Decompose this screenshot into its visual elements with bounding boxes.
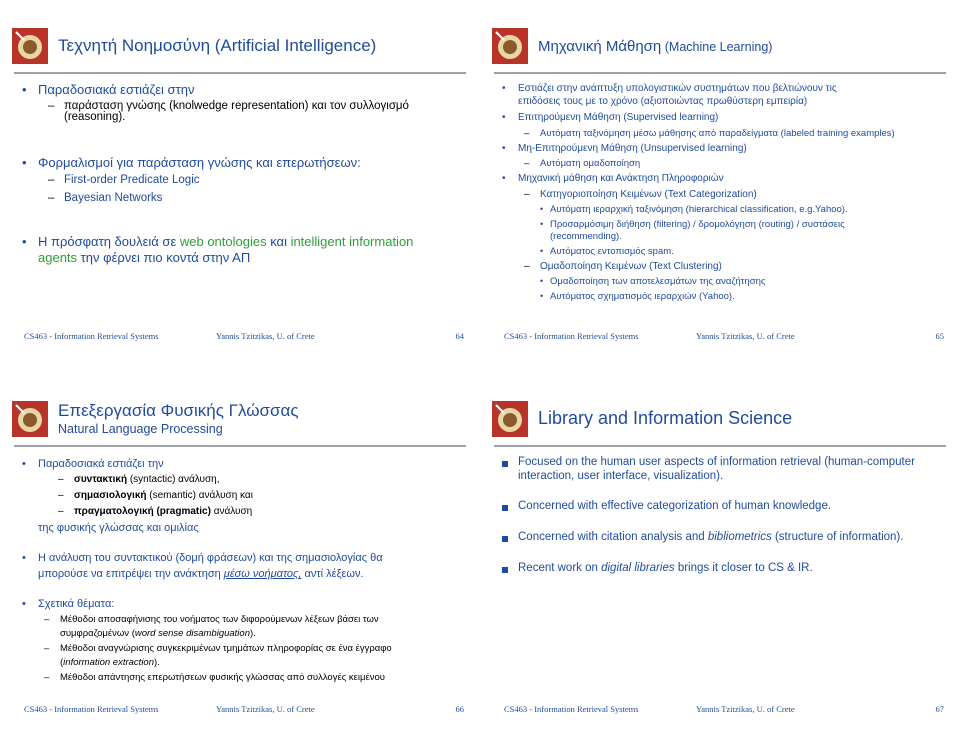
- bullet-3-sub-2-pre: (: [60, 657, 64, 668]
- bullet-3-line-2: [38, 250, 476, 265]
- footer-course: CS463 - Information Retrieval Systems: [24, 331, 159, 341]
- bullet-3-sub-1-line-1: – Μέθοδοι αποσαφήνισης του νοήματος των διφορούμενων λέξεων βάσει των: [60, 613, 498, 627]
- bullet-4-sub-2: – Ομαδοποίηση Κειμένων (Text Clustering): [540, 260, 960, 273]
- bullet-3-sub-2-post: ).: [154, 657, 160, 668]
- bullet-4-sub-1-item-2-line-2: (recommending).: [550, 231, 622, 242]
- footer-course: CS463 - Information Retrieval Systems: [504, 331, 639, 341]
- bullet-1-sub-2: [74, 489, 512, 503]
- bullet-3-italic: bibliometrics: [707, 531, 772, 543]
- bullet-4-sub-2-item-1: • Ομαδοποίηση των αποτελεσμάτων της αναζήτησης: [550, 275, 960, 288]
- bullet-4-sub-2-item-2: • Αυτόματος σχηματισμός ιεραρχιών (Yahoo).: [550, 290, 960, 303]
- slide-64: [0, 0, 480, 373]
- bullet-1-sub-3-bold: πραγματολογική (pragmatic): [74, 506, 211, 517]
- bullet-3-sub-1-pre: συμφραζομένων (: [60, 628, 135, 639]
- footer-course: CS463 - Information Retrieval Systems: [24, 704, 159, 714]
- bullet-3-sub-1-post: ).: [249, 628, 256, 639]
- slide-67: [480, 373, 960, 746]
- bullet-3-sub-1-italic: word sense disambiguation: [134, 628, 250, 639]
- bullet-4-italic: digital libraries: [601, 562, 675, 574]
- bullet-2-sub: – Αυτόματη ταξινόμηση μέσω μάθησης από παραδείγματα (labeled training examples): [540, 127, 960, 140]
- title-rule: [14, 445, 466, 447]
- bullet-2-line-1: • Η ανάλυση του συντακτικού (δομή φράσεων) και της σημασιολογίας θα: [38, 551, 476, 565]
- bullet-3-post: την φέρνει πιο κοντά στην ΑΠ: [77, 250, 251, 265]
- bullet-1-sub-1-bold: συντακτική: [74, 474, 128, 485]
- bullet-2-sub-2: – Bayesian Networks: [64, 192, 502, 204]
- slide-subtitle: Natural Language Processing: [58, 422, 223, 436]
- bullet-1-sub-1-rest: (syntactic) ανάλυση,: [127, 474, 220, 485]
- bullet-3-pre: Η πρόσφατη δουλειά σε: [38, 234, 180, 249]
- bullet-1-line-2: επιδόσεις τους με το χρόνο (αξιοποιώντας πρωθύστερη εμπειρία): [518, 96, 808, 107]
- bullet-2-pre: μπορούσε να επιτρέψει την ανάκτηση: [38, 568, 224, 580]
- bullet-1-sub-2-rest: (semantic) ανάλυση και: [146, 490, 253, 501]
- bullet-2-underlined: μέσω νοήματος,: [223, 568, 302, 580]
- bullet-1: • Παραδοσιακά εστιάζει στην: [38, 82, 476, 97]
- footer-author: Yannis Tzitzikas, U. of Crete: [216, 331, 315, 341]
- page-number: 67: [935, 704, 944, 714]
- bullet-1-line-1: Focused on the human user aspects of information retrieval (human-computer: [518, 455, 956, 469]
- bullet-3-post: (structure of information).: [771, 531, 904, 543]
- bullet-3-sub-2-italic: information extraction: [63, 657, 154, 668]
- bullet-3-sub: – Αυτόματη ομαδοποίηση: [540, 157, 960, 170]
- university-logo-icon: [10, 399, 50, 439]
- footer-author: Yannis Tzitzikas, U. of Crete: [696, 704, 795, 714]
- university-logo-icon: [490, 26, 530, 66]
- bullet-1-sub-1: – παράσταση γνώσης (knolwedge representation) και τον συλλογισμό: [64, 100, 502, 112]
- bullet-4-sub-1-item-2: • Προσαρμόσιμη διήθηση (filtering) / δρομολόγηση (routing) / συστάσεις: [550, 218, 960, 231]
- bullet-2: • Επιτηρούμενη Μάθηση (Supervised learning): [518, 111, 956, 124]
- slide-title: Library and Information Science: [538, 408, 793, 428]
- bullet-2-post: αντί λέξεων.: [301, 568, 364, 580]
- bullet-1-sub-2-bold: σημασιολογική: [74, 490, 147, 501]
- slide-65: [480, 0, 960, 373]
- footer-course: CS463 - Information Retrieval Systems: [504, 704, 639, 714]
- bullet-2-line-2: [38, 567, 476, 581]
- bullet-3-sub-1-line-2: [60, 627, 498, 641]
- slide-title: Τεχνητή Νοημοσύνη (Artificial Intelligence): [58, 36, 377, 55]
- bullet-4-pre: Recent work on: [518, 562, 602, 574]
- bullet-3: • Μη-Επιτηρούμενη Μάθηση (Unsupervised learning): [518, 142, 956, 155]
- university-logo-icon: [10, 26, 50, 66]
- bullet-2-sub-1: – First-order Predicate Logic: [64, 174, 502, 186]
- bullet-3-agents: agents: [38, 250, 78, 265]
- bullet-1-sub-3-rest: ανάλυση: [210, 506, 253, 517]
- bullet-1-tail: της φυσικής γλώσσας και ομιλίας: [38, 522, 199, 534]
- slide-66: [0, 373, 480, 746]
- slide-title-main: Μηχανική Μάθηση: [538, 38, 662, 55]
- footer-author: Yannis Tzitzikas, U. of Crete: [216, 704, 315, 714]
- bullet-2: • Φορμαλισμοί για παράσταση γνώσης και επερωτήσεων:: [38, 155, 476, 170]
- bullet-4: [518, 561, 956, 575]
- bullet-4-sub-1-item-3: • Αυτόματος εντοπισμός spam.: [550, 245, 960, 258]
- bullet-1-sub-3: [74, 505, 512, 519]
- bullet-3-mid: και: [266, 234, 291, 249]
- slide-title: [538, 38, 772, 55]
- bullet-4-post: brings it closer to CS & IR.: [674, 562, 813, 574]
- bullet-4-sub-1-item-1: • Αυτόματη ιεραρχική ταξινόμηση (hierarchical classification, e.g.Yahoo).: [550, 203, 960, 216]
- bullet-1-sub-2: (reasoning).: [64, 111, 126, 123]
- title-rule: [494, 72, 946, 74]
- bullet-3: [38, 234, 476, 249]
- slide-title: Επεξεργασία Φυσικής Γλώσσας: [58, 401, 299, 420]
- title-rule: [14, 72, 466, 74]
- page-number: 65: [935, 331, 944, 341]
- title-rule: [494, 445, 946, 447]
- university-logo-icon: [490, 399, 530, 439]
- page-number: 64: [455, 331, 464, 341]
- bullet-3-sub-2-line-1: – Μέθοδοι αναγνώρισης συγκεκριμένων τμημάτων πληροφορίας σε ένα έγγραφο: [60, 642, 498, 656]
- bullet-3-web-ontologies: web ontologies: [179, 234, 267, 249]
- bullet-3-sub-2-line-2: [60, 656, 498, 670]
- bullet-4: • Μηχανική μάθηση και Ανάκτηση Πληροφοριών: [518, 172, 956, 185]
- bullet-1-sub-1: [74, 473, 512, 487]
- bullet-1-line-1: • Εστιάζει στην ανάπτυξη υπολογιστικών συστημάτων που βελτιώνουν τις: [518, 82, 956, 95]
- bullet-3: [518, 530, 956, 544]
- bullet-3-pre: Concerned with citation analysis and: [518, 531, 708, 543]
- footer-author: Yannis Tzitzikas, U. of Crete: [696, 331, 795, 341]
- bullet-3: • Σχετικά θέματα:: [38, 597, 476, 611]
- bullet-3-sub-3: – Μέθοδοι απάντησης επερωτήσεων φυσικής γλώσσας από συλλογές κειμένου: [60, 671, 498, 685]
- bullet-1: • Παραδοσιακά εστιάζει την: [38, 457, 476, 471]
- bullet-2: Concerned with effective categorization of human knowledge.: [518, 499, 956, 513]
- bullet-4-sub-1: – Κατηγοριοποίηση Κειμένων (Text Categorization): [540, 188, 960, 201]
- bullet-3-intelligent-information: intelligent information: [290, 234, 414, 249]
- slide-title-paren: (Machine Learning): [661, 40, 773, 54]
- bullet-1-line-2: interaction, user interface, visualization).: [518, 470, 724, 482]
- page-number: 66: [455, 704, 464, 714]
